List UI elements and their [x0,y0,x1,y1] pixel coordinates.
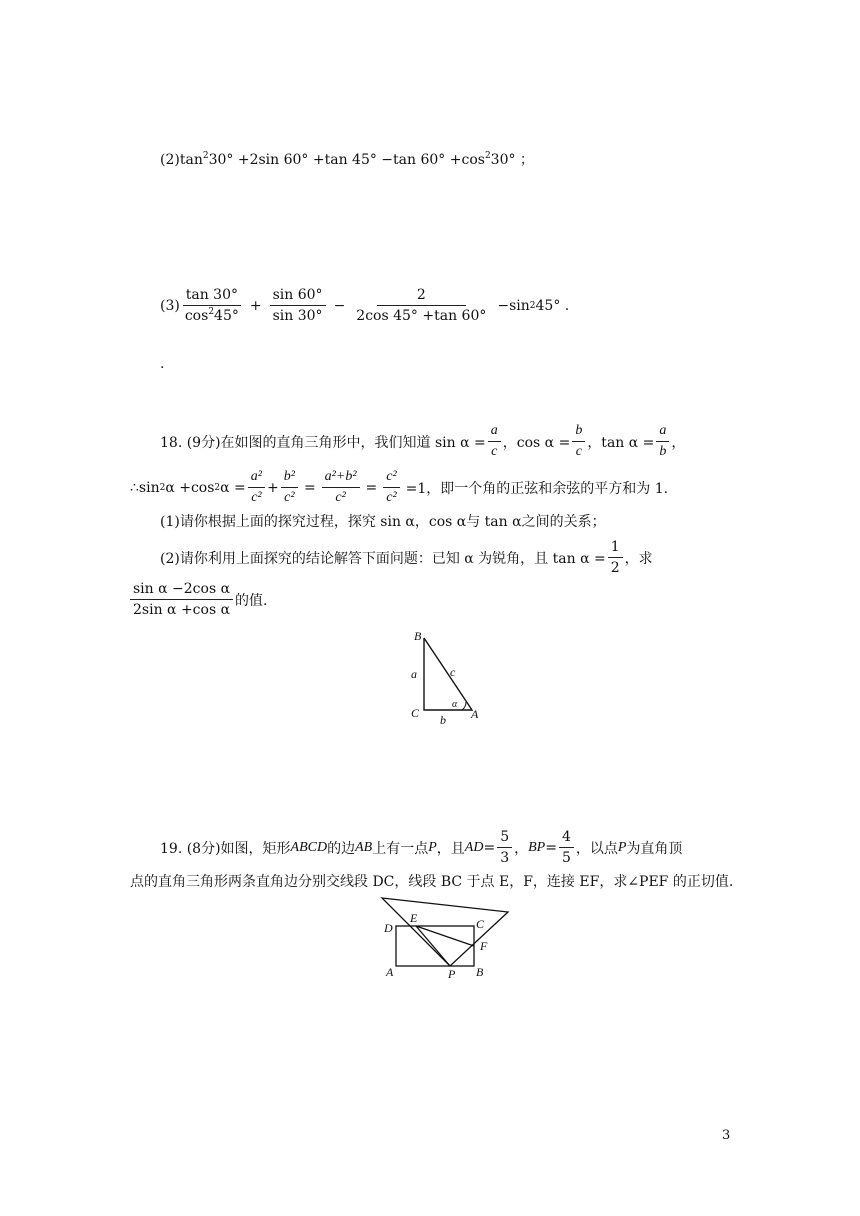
q18-target-expression: $\frac{\text{sin α −2cos α}}{\text{2sin α +cos α}}$ 的值. [128,580,267,619]
q17-part3: (3) $\frac{\tan 30^\circ}{\cos^245^\circ}$ + $\frac{\sin 60^\circ}{\sin 30^\circ}$ − $\frac{2}{2\cos 45^\circ +\tan 60^\circ}$ −sin 2 45° . [160,287,570,324]
label-B: B [476,965,484,979]
label-D: D [384,921,393,935]
fraction-1: $\frac{\tan 30^\circ}{\cos^245^\circ}$ [182,286,242,325]
label-C: C [476,917,485,931]
a2-over-c2: $\frac{\text{a²}}{\text{c²}}$ [248,468,265,507]
label-c: c [450,665,456,679]
q18-line1: 18. (9分)在如图的直角三角形中，我们知道 sin α = $\frac{a}{c}$ ，cos α = $\frac{b}{c}$ ，tan α = $\frac{a}{b}$ ， [160,423,686,459]
target-fraction: $\frac{\text{sin α −2cos α}}{\text{2sin α +cos α}}$ [130,580,233,619]
label-b: b [440,713,446,727]
page-number: 3 [722,1128,731,1143]
q18-part1: (1)请你根据上面的探究过程，探究 sin α，cos α与 tan α之间的关系； [160,514,606,530]
q17-part2: $(2)\tan^230^\circ +2\sin$ 60° +tan 45° −tan $60^\circ +\cos^230^\circ$ ； [160,151,534,168]
label-A: A [386,965,394,979]
label-B: B [414,629,422,643]
half-fraction: $\frac{1}{2}$ [608,538,623,577]
label-P: P [448,967,456,981]
label-F: F [480,939,488,953]
b2-over-c2: $\frac{\text{b²}}{\text{c²}}$ [281,468,298,507]
tan-fraction: $\frac{a}{b}$ [656,422,669,461]
q19-line2: 点的直角三角形两条直角边分别交线段 DC，线段 BC 于点 E，F，连接 EF，求∠PEF 的正切值. [130,874,734,890]
rectangle-figure [380,892,510,982]
triangle-outline [424,638,472,710]
label-C: C [411,706,420,720]
right-angle-triangle [382,898,508,966]
fraction-2: $\frac{\sin 60^\circ}{\sin 30^\circ}$ [270,286,326,325]
stray-dot: . [160,356,165,372]
q19-line1: 19. (8分)如图，矩形 ABCD 的边 AB 上有一点 P ，且 AD = $\frac{5}{3}$ ， BP = $\frac{4}{5}$ ，以点 P 为直角顶 [160,829,683,866]
c2-over-c2: $\frac{\text{c²}}{\text{c²}}$ [383,468,399,507]
sum-over-c2: $\frac{\text{a²+b²}}{\text{c²}}$ [322,468,360,507]
sin-fraction: $\frac{a}{c}$ [488,422,501,461]
fraction-3: $\frac{2}{2\cos 45^\circ +\tan 60^\circ}$ [356,287,487,324]
label-alpha: α [452,699,458,710]
angle-arc [462,702,466,710]
label-E: E [410,911,418,925]
label-A: A [471,707,479,721]
cos-fraction: $\frac{b}{c}$ [572,422,585,461]
ad-fraction: $\frac{5}{3}$ [497,828,512,867]
right-triangle-figure [400,628,500,728]
bp-fraction: $\frac{4}{5}$ [559,828,574,867]
label-a: a [411,667,417,681]
q18-part2: (2)请你利用上面探究的结论解答下面问题：已知 α 为锐角，且 tan α = $\frac{1}{2}$ ，求 [160,539,653,576]
q18-line2: ∴sin 2 α +cos 2 α = $\frac{\text{a²}}{\text{c²}}$ + $\frac{\text{b²}}{\text{c²}}$ = $\frac{\text{a²+b²}}{\text{c²}}$ = $\frac{\text{c²}}{\text{c²}}$ =1，即一个角的正弦和余弦的平方和为 1. [130,469,669,505]
